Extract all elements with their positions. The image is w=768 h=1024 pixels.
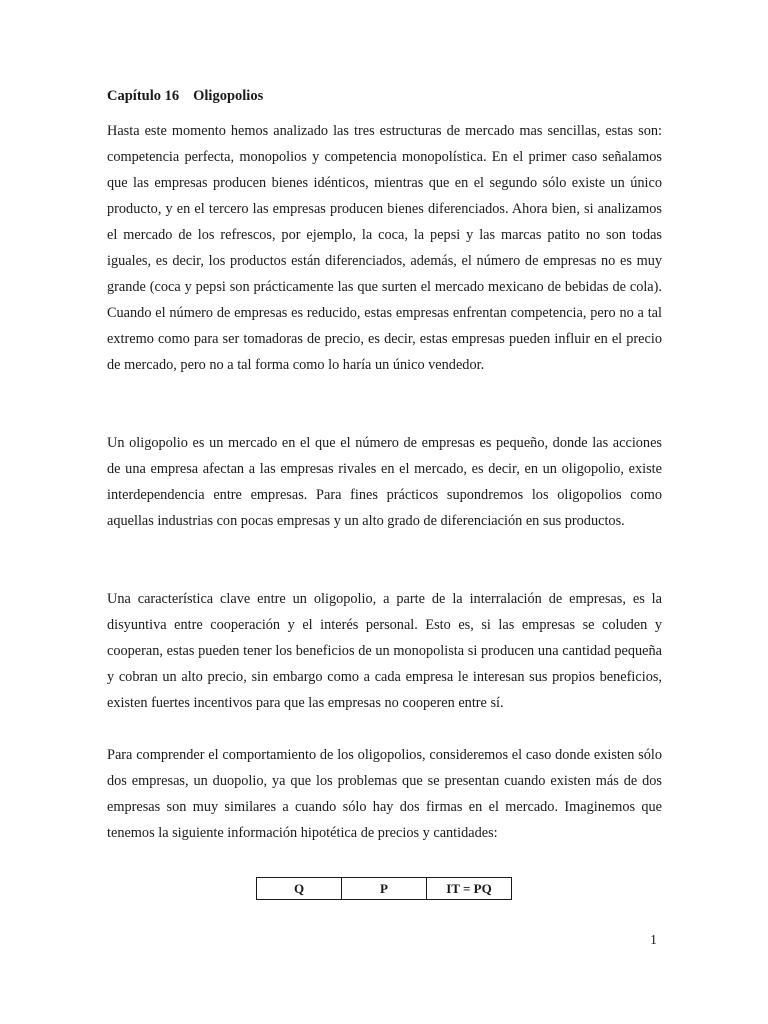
table-header-row (257, 878, 512, 900)
paragraph-intro: Hasta este momento hemos analizado las tres estructuras de mercado mas sencillas, estas son: competencia perfecta, monopolios y competencia monopolística. En el primer caso señalamos que las empresas producen bienes idénticos, mientras que en el segundo sólo existe un único producto, y en el tercero las empresas producen bienes diferenciados. Ahora bien, si analizamos el mercado de los refrescos, por ejemplo, la coca, la pepsi y las marcas patito no son todas iguales, es decir, los productos están diferenciados, además, el número de empresas no es muy grande (coca y pepsi son prácticamente las que surten el mercado mexicano de bebidas de cola). Cuando el número de empresas es reducido, estas empresas enfrentan competencia, pero no a tal extremo como para ser tomadoras de precio, es decir, estas empresas pueden influir en el precio de mercado, pero no a tal forma como lo haría un único vendedor. (107, 123, 662, 373)
chapter-label: Capítulo 16 (107, 88, 180, 104)
column-header-it: IT = PQ (427, 878, 512, 900)
column-header-q: Q (257, 878, 342, 900)
chapter-title: Oligopolios (193, 88, 264, 104)
chapter-heading (107, 88, 263, 105)
paragraph-definition: Un oligopolio es un mercado en el que el número de empresas es pequeño, donde las acciones de una empresa afectan a las empresas rivales en el mercado, es decir, en un oligopolio, existe interdependencia entre empresas. Para fines prácticos supondremos los oligopolios como aquellas industrias con pocas empresas y un alto grado de diferenciación en sus productos. (107, 435, 662, 529)
paragraph-cooperation: Una característica clave entre un oligopolio, a parte de la interralación de empresas, es la disyuntiva entre cooperación y el interés personal. Esto es, si las empresas se coluden y cooperan, estas pueden tener los beneficios de un monopolista si producen una cantidad pequeña y cobran un alto precio, sin embargo como a cada empresa le interesan sus propios beneficios, existen fuertes incentivos para que las empresas no cooperen entre sí. (107, 591, 662, 711)
paragraph-duopoly: Para comprender el comportamiento de los oligopolios, consideremos el caso donde existen sólo dos empresas, un duopolio, ya que los problemas que se presentan cuando existen más de dos empresas son muy similares a cuando sólo hay dos firmas en el mercado. Imaginemos que tenemos la siguiente información hipotética de precios y cantidades: (107, 747, 662, 841)
page-number: 1 (650, 933, 657, 948)
price-quantity-table (256, 877, 512, 900)
column-header-p: P (342, 878, 427, 900)
